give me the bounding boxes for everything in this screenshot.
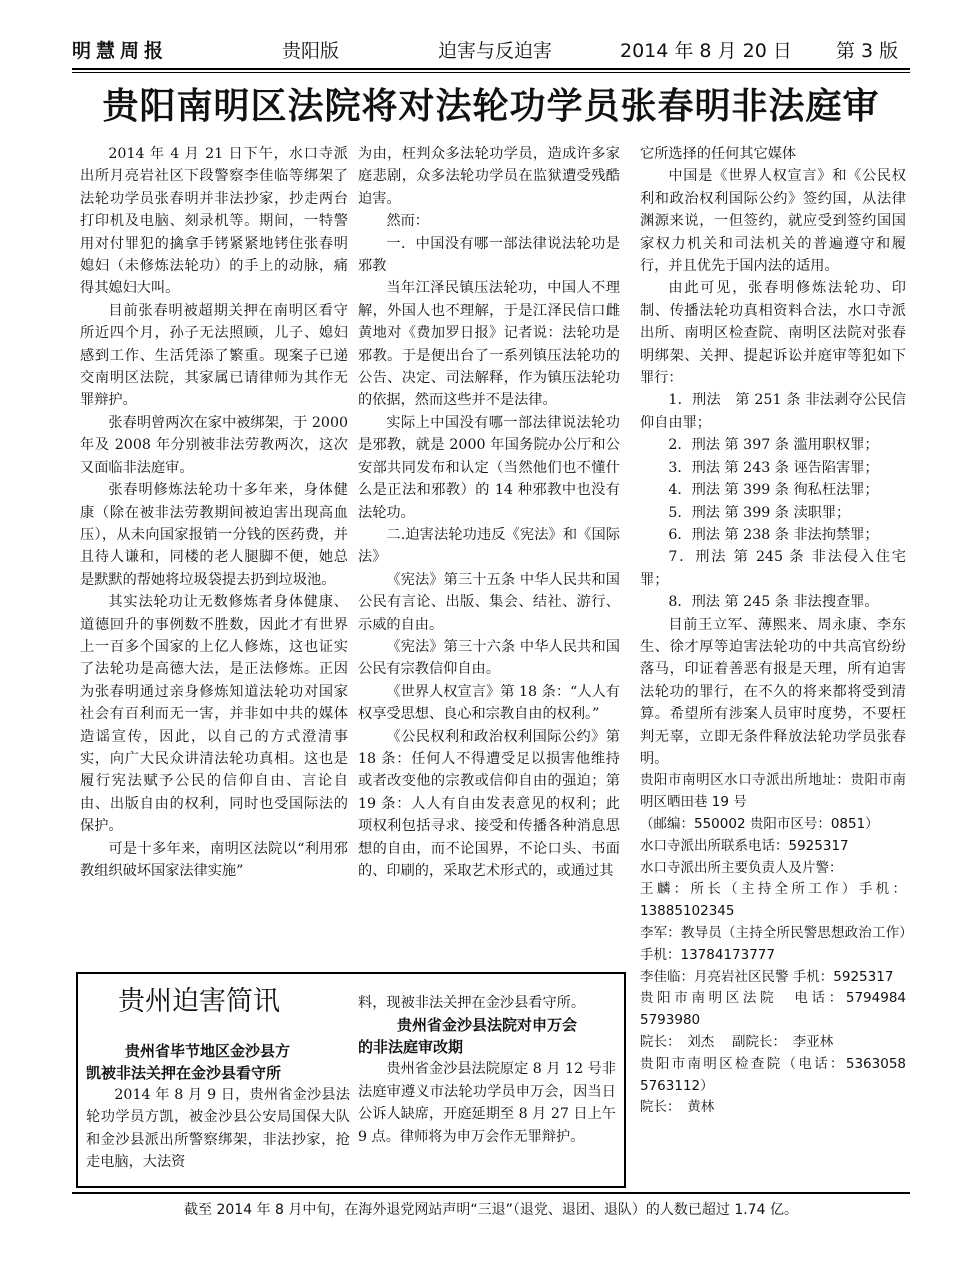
paragraph: 《公民权利和政治权利国际公约》第 18 条：任何人不得遭受足以损害他维持或者改变他的宗教或信仰自由的强迫；第 19 条：人人有自由发表意见的权利；此项权利包括寻求、接受和传播各种消息思想的自由，而不论国界，不论口头、书面的、印刷的，采取艺术形式的，或通过其 — [358, 728, 620, 879]
paragraph: 《世界人权宣言》第 18 条：“人人有权享受思想、良心和宗教自由的权利。” — [358, 683, 620, 723]
footer-rule — [72, 1192, 910, 1194]
article-column-1 — [80, 143, 348, 882]
paragraph: 目前张春明被超期关押在南明区看守所近四个月，孙子无法照顾，儿子、媳妇感到工作、生活凭添了繁重。现案子已递交南明区法院，其家属已请律师为其作无罪辩护。 — [80, 302, 348, 409]
paragraph: 实际上中国没有哪一部法律说法轮功是邪教，就是 2000 年国务院办公厅和公安部共同发布和认定（当然他们也不懂什么是正法和邪教）的 14 种邪教中也没有法轮功。 — [358, 414, 620, 521]
charge-item: 3．刑法 第 243 条 诬告陷害罪； — [668, 459, 879, 476]
charge-item: 5．刑法 第 399 条 渎职罪； — [668, 504, 851, 521]
news-item-title: 凯被非法关押在金沙县看守所 — [86, 1064, 282, 1082]
paragraph: 当年江泽民镇压法轮功，中国人不理解，外国人也不理解，于是江泽民信口雌黄地对《费加罗日报》记者说：法轮功是邪教。于是便出台了一系列镇压法轮功的公告、决定、司法解释，作为镇压法轮功的依据，然而这些并不是法律。 — [358, 280, 620, 409]
paragraph: 可是十多年来，南明区法院以“利用邪教组织破坏国家法律实施” — [80, 840, 348, 879]
paragraph: 张春明修炼法轮功十多年来，身体健康（除在被非法劳教期间被迫害出现高血压），从未向国家报销一分钱的医药费，并且待人谦和，同楼的老人腿脚不便，她总是默默的帮她将垃圾袋提去扔到垃圾池。 — [80, 482, 348, 588]
charge-item: 7．刑法 第 245 条 非法侵入住宅罪； — [640, 549, 906, 588]
contact-line: 水口寺派出所主要负责人及片警： — [640, 859, 843, 876]
contact-line: （邮编：550002 贵阳市区号：0851） — [640, 815, 879, 832]
news-brief-box — [76, 972, 626, 1188]
paragraph: 《宪法》第三十五条 中华人民共和国公民有言论、出版、集会、结社、游行、示威的自由。 — [358, 571, 620, 633]
masthead — [72, 36, 910, 66]
contact-line: 水口寺派出所联系电话：5925317 — [640, 837, 849, 854]
news-item-body: 贵州省金沙县法院原定 8 月 12 号非法庭审遵义市法轮功学员申万会，因当日公诉人缺席，开庭延期至 8 月 27 日上午 9 点。律师将为申万会作无罪辩护。 — [358, 1061, 616, 1145]
article-title: 贵阳南明区法院将对法轮功学员张春明非法庭审 — [102, 85, 880, 127]
edition: 贵阳版 — [282, 40, 340, 62]
contact-list — [640, 770, 920, 1119]
article-column-2 — [358, 143, 620, 882]
news-right-column — [358, 992, 616, 1148]
news-item-body: 2014 年 8 月 9 日，贵州省金沙县法轮功学员方凯，被金沙县公安局国保大队和金沙县派出所警察绑架，非法抄家，抢走电脑，大法资 — [86, 1087, 350, 1171]
header-rule — [72, 68, 910, 70]
charge-item: 1．刑法 第 251 条 非法剥夺公民信仰自由罪； — [640, 392, 906, 431]
paragraph: 张春明曾两次在家中被绑架，于 2000 年及 2008 年分别被非法劳教两次，这次又面临非法庭审。 — [80, 414, 348, 476]
subheading: 一．中国没有哪一部法律说法轮功是邪教 — [358, 235, 620, 275]
paragraph: 2014 年 4 月 21 日下午，水口寺派出所月亮岩社区下段警察李佳临等绑架了法轮功学员张春明并非法抄家，抄走两台打印机及电脑、刻录机等。期间，一特警用对付罪犯的擒拿手铐紧紧地铐住张春明媳妇（未修炼法轮功）的手上的动脉，痛得其媳妇大叫。 — [80, 146, 348, 297]
paragraph: 中国是《世界人权宣言》和《公民权利和政治权利国际公约》签约国，从法律渊源来说，一但签约，就应受到签约国国家权力机关和司法机关的普遍遵守和履行，并且优先于国内法的适用。 — [640, 168, 906, 275]
news-item-body: 料，现被非法关押在金沙县看守所。 — [358, 995, 586, 1011]
contact-line: 贵阳市南明区法院 电话：5794984 5793980 — [640, 990, 920, 1029]
paragraph: 然而： — [386, 213, 429, 230]
section-name: 迫害与反迫害 — [438, 40, 553, 62]
news-item-title: 贵州省金沙县法院对申万会 — [397, 1016, 578, 1035]
paragraph: 其实法轮功让无数修炼者身体健康、道德回升的事例数不胜数，因此才有世界上一百多个国家的上亿人修炼，这也证实了法轮功是高德大法，是正法修炼。正因为张春明通过亲身修炼知道法轮功对国家社会有百利而无一害，并非如中共的媒体造谣宣传，因此，以自己的方式澄清事实，向广大民众讲清法轮功真相。这也是履行宪法赋予公民的信仰自由、言论自由、出版自由的权利，同时也受国际法的保护。 — [80, 594, 348, 835]
paragraph: 为由，枉判众多法轮功学员，造成许多家庭悲剧，众多法轮功学员在监狱遭受残酷迫害。 — [358, 146, 620, 207]
paragraph: 目前王立军、薄熙来、周永康、李东生、徐才厚等迫害法轮功的中共高官纷纷落马，印证着善恶有报是天理，所有迫害法轮功的罪行，在不久的将来都将受到清算。希望所有涉案人员审时度势，不要枉判无辜，立即无条件释放法轮功学员张春明。 — [640, 616, 906, 767]
charge-item: 8．刑法 第 245 条 非法搜查罪。 — [668, 594, 879, 611]
issue-date: 2014 年 8 月 20 日 — [620, 40, 792, 62]
subheading: 二.迫害法轮功违反《宪法》和《国际法》 — [358, 526, 620, 566]
paper-name: 明慧周报 — [72, 40, 169, 62]
news-item-title: 的非法庭审改期 — [358, 1038, 464, 1057]
contact-line: 贵阳市南明区检查院（电话：5363058 5763112） — [640, 1055, 920, 1094]
paragraph: 《宪法》第三十六条 中华人民共和国公民有宗教信仰自由。 — [358, 638, 620, 678]
charge-item: 2．刑法 第 397 条 滥用职权罪； — [668, 437, 879, 454]
contact-line: 院长： 刘杰 副院长： 李亚林 — [640, 1033, 834, 1050]
contact-line: 李军：教导员（主持全所民警思想政治工作）手机：13784173777 — [640, 924, 906, 963]
charge-item: 4．刑法 第 399 条 徇私枉法罪； — [668, 482, 879, 499]
article-column-3 — [640, 143, 920, 1119]
contact-line: 王麟：所长（主持全所工作）手机：13885102345 — [640, 881, 906, 920]
footer-note: 截至 2014 年 8 月中旬，在海外退党网站声明“三退”（退党、退团、退队）的人数已超过 1.74 亿。 — [184, 1202, 798, 1218]
contact-line: 院长： 黄林 — [640, 1099, 715, 1116]
contact-line: 李佳临：月亮岩社区民警 手机：5925317 — [640, 968, 894, 985]
contact-line: 贵阳市南明区水口寺派出所地址：贵阳市南明区晒田巷 19 号 — [640, 772, 906, 811]
news-left-column — [86, 1040, 350, 1174]
news-box-title: 贵州迫害简讯 — [118, 986, 280, 1017]
header-rule-thin — [72, 72, 910, 73]
news-item-title: 贵州省毕节地区金沙县方 — [125, 1042, 291, 1060]
charge-item: 6．刑法 第 238 条 非法拘禁罪； — [668, 526, 879, 543]
paragraph: 它所选择的任何其它媒体 — [640, 146, 797, 162]
paragraph: 由此可见，张春明修炼法轮功、印制、传播法轮功真相资料合法，水口寺派出所、南明区检查院、南明区法院对张春明绑架、关押、提起诉讼并庭审等犯如下罪行： — [640, 280, 906, 387]
page-number: 第 3 版 — [836, 40, 899, 62]
